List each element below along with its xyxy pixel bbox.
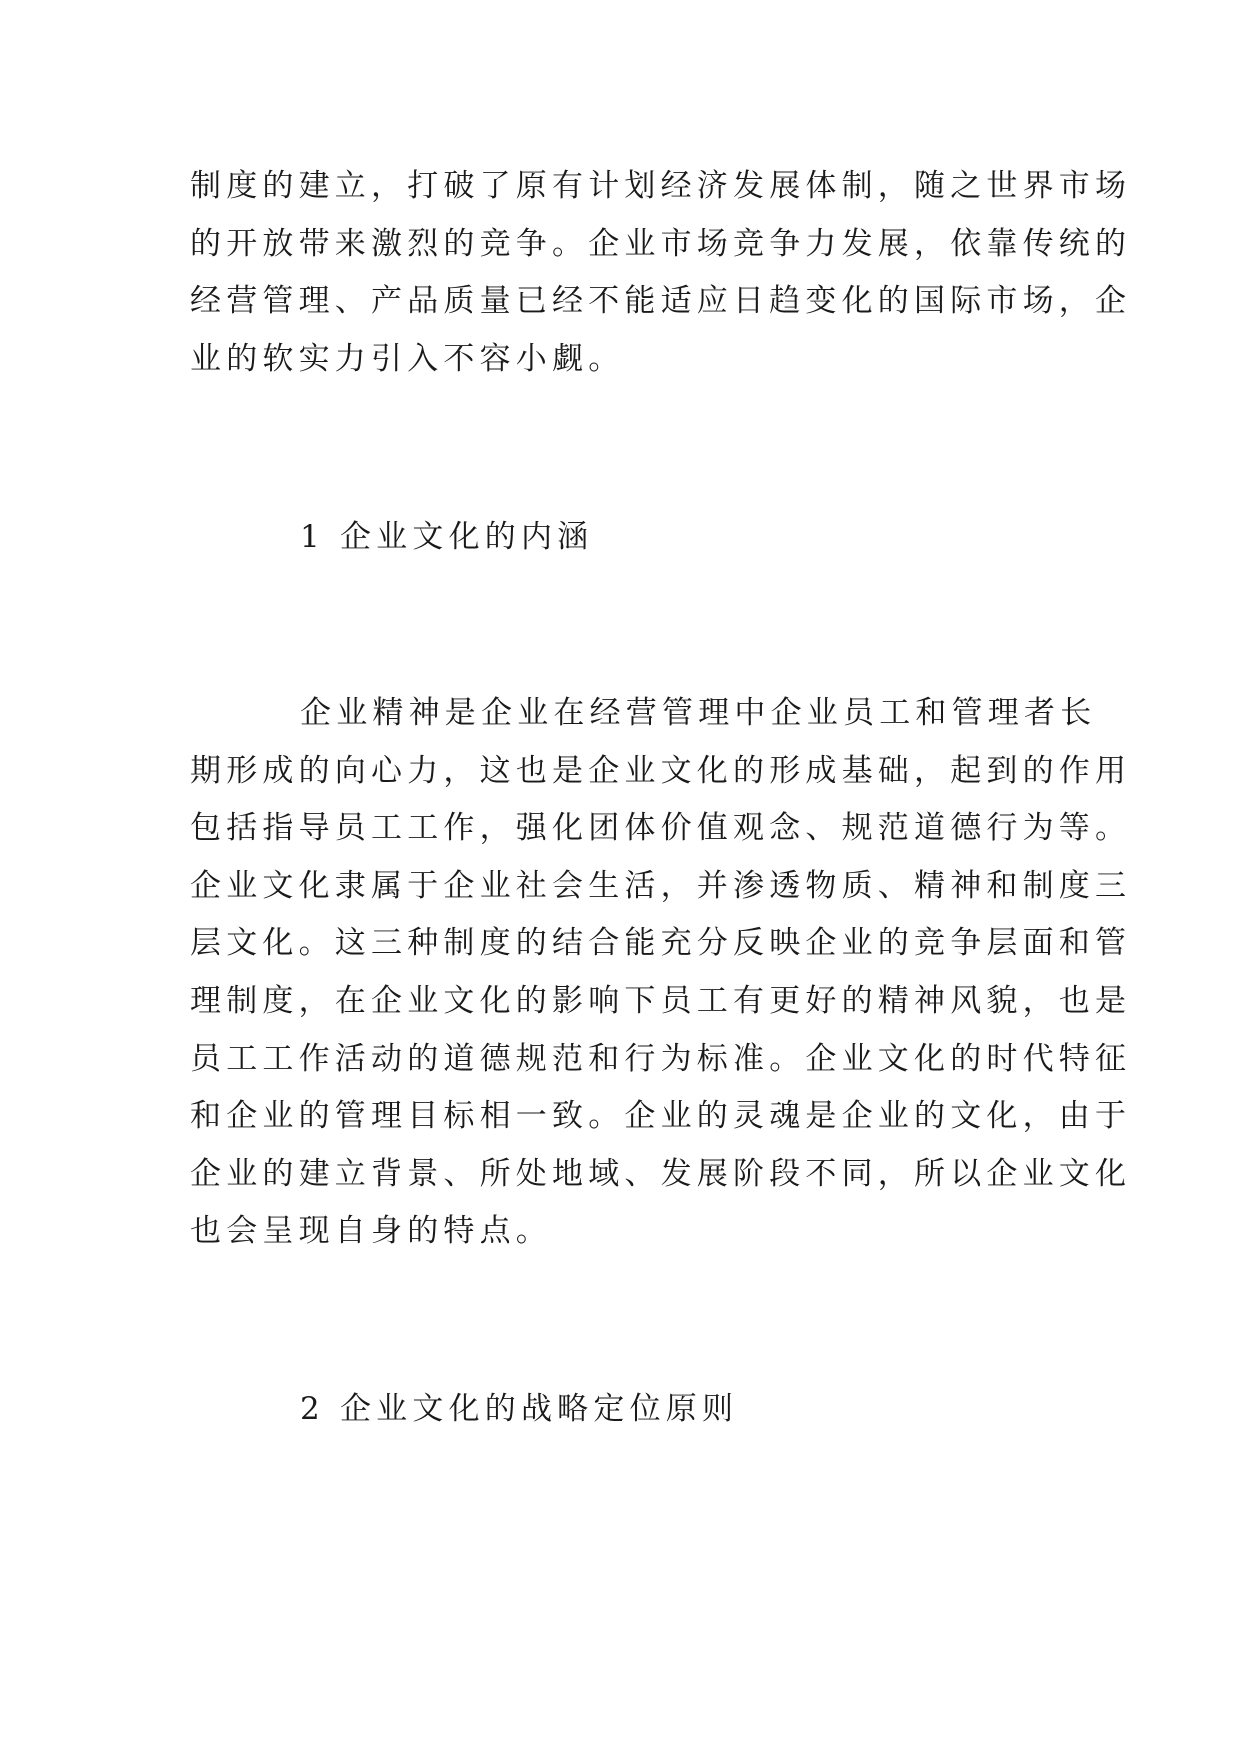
paragraph-line: 层文化。这三种制度的结合能充分反映企业的竞争层面和管 — [190, 925, 1132, 962]
heading-text: 2 企业文化的战略定位原则 — [300, 1391, 739, 1427]
paragraph-corporate-spirit — [190, 685, 1132, 1261]
paragraph-line: 员工工作活动的道德规范和行为标准。企业文化的时代特征 — [190, 1040, 1132, 1077]
paragraph-line: 的开放带来激烈的竞争。企业市场竞争力发展，依靠传统的 — [190, 225, 1132, 262]
paragraph-line: 理制度，在企业文化的影响下员工有更好的精神风貌，也是 — [190, 982, 1132, 1019]
paragraph-line: 经营管理、产品质量已经不能适应日趋变化的国际市场，企 — [190, 283, 1132, 320]
paragraph-line: 期形成的向心力，这也是企业文化的形成基础，起到的作用 — [190, 752, 1132, 789]
paragraph-line: 也会呈现自身的特点。 — [190, 1213, 552, 1250]
paragraph-line: 和企业的管理目标相一致。企业的灵魂是企业的文化，由于 — [190, 1098, 1132, 1135]
paragraph-line: 企业文化隶属于企业社会生活，并渗透物质、精神和制度三 — [190, 867, 1132, 904]
paragraph-intro — [190, 158, 1132, 388]
section-heading-2 — [300, 1381, 1170, 1439]
paragraph-line: 企业的建立背景、所处地域、发展阶段不同，所以企业文化 — [190, 1155, 1132, 1192]
section-heading-1 — [300, 509, 1170, 567]
paragraph-line: 包括指导员工工作，强化团体价值观念、规范道德行为等。 — [190, 810, 1132, 847]
paragraph-line: 业的软实力引入不容小觑。 — [190, 340, 625, 377]
paragraph-line: 制度的建立，打破了原有计划经济发展体制，随之世界市场 — [190, 168, 1132, 204]
paragraph-line: 企业精神是企业在经营管理中企业员工和管理者长 — [300, 695, 1097, 731]
heading-text: 1 企业文化的内涵 — [300, 519, 594, 555]
